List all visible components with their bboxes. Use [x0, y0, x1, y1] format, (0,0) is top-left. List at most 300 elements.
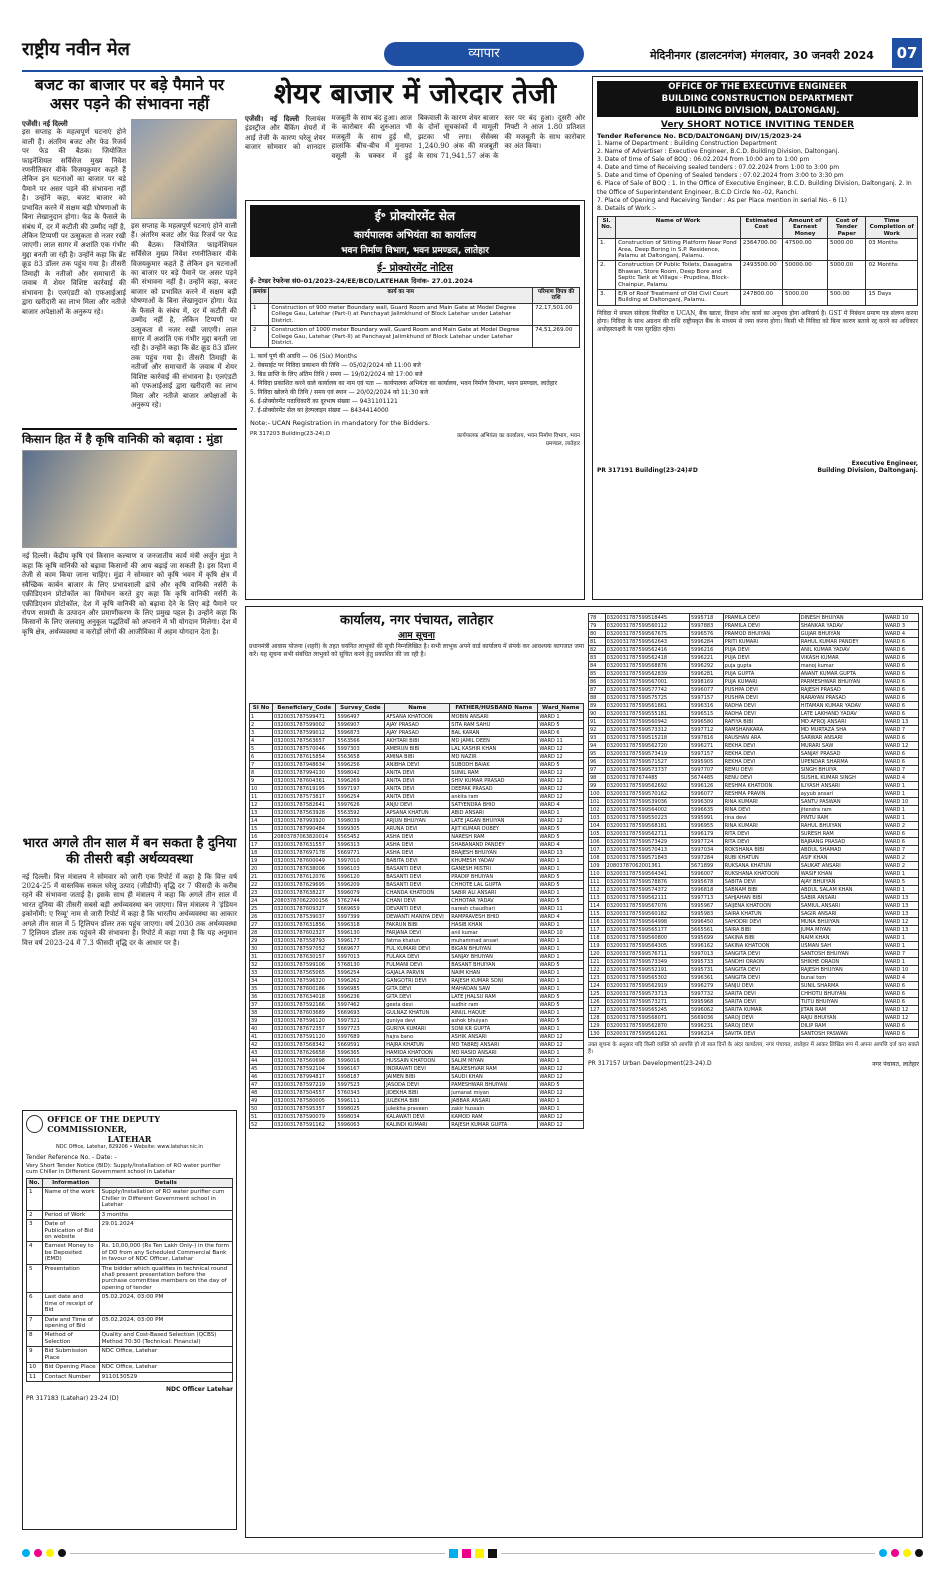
pmay-row: [250, 713, 584, 721]
pmay-cell: 108: [589, 854, 606, 862]
pmay-cell: 92: [589, 726, 606, 734]
pmay-cell: INDRAVATI DEVI: [385, 1065, 450, 1073]
dc-cell: 2: [27, 1210, 43, 1219]
pmay-cell: WARD 1: [538, 985, 584, 993]
pmay-cell: JUMA MIYAN: [799, 926, 883, 934]
pmay-row: [250, 977, 584, 985]
eproc-sign: कार्यपालक अभियंता का कार्यालय, भवन निर्माण विभाग, भवन प्रमण्डल, लातेहार: [456, 433, 580, 448]
pmay-row: [589, 942, 919, 950]
pmay-cell: 5997013: [690, 950, 724, 958]
pmay-cell: 5997157: [690, 750, 724, 758]
pmay-cell: 0320031787599539036: [605, 798, 689, 806]
pmay-cell: RITA DEVI: [723, 838, 799, 846]
page-number: 07: [892, 38, 922, 68]
pmay-cell: MD RASID ANSARI: [450, 1049, 538, 1057]
pmay-cell: 42: [250, 1041, 273, 1049]
pmay-cell: 5996907: [336, 721, 385, 729]
dc-ref: Tender Reference No. - Date: -: [26, 1154, 117, 1161]
pmay-row: [250, 849, 584, 857]
pmay-cell: 0320031787672357: [273, 1025, 336, 1033]
pmay-row: [250, 761, 584, 769]
pmay-cell: PUSHPA DEVI: [723, 694, 799, 702]
pmay-cell: 5996292: [690, 662, 724, 670]
pmay-cell: 88: [589, 694, 606, 702]
pmay-cell: 111: [589, 878, 606, 886]
pmay-cell: ashok bhuiyan: [450, 1017, 538, 1025]
pmay-cell: 5998169: [690, 678, 724, 686]
share-article: [245, 76, 585, 196]
rt-cell: 5000.00: [828, 261, 866, 290]
black-dot-icon: [915, 1549, 923, 1557]
pmay-cell: DINESH BHUIYAN: [799, 614, 883, 622]
pmay-cell: bunai tom: [799, 974, 883, 982]
rt-line: 3. Date of time of Sale of BOQ : 06.02.2024 from 10:00 am to 1:00 pm: [597, 156, 810, 164]
pmay-cell: RAHUL KUMAR PANDEY: [799, 638, 883, 646]
dc-row: [27, 1242, 233, 1264]
pmay-cell: KHUMESH YADAV: [450, 857, 538, 865]
pmay-cell: 5995905: [690, 758, 724, 766]
rt-table: [597, 216, 918, 306]
pmay-cell: CHHOTAR YADAV: [450, 897, 538, 905]
section-banner: व्यापार: [384, 42, 584, 66]
eproc-title: ई॰ प्रोक्योरमेंट सेल: [250, 205, 580, 226]
pmay-cell: 5997321: [336, 1017, 385, 1025]
rt-cell: Construction of Sitting Platform Near Pond Area, Deep Boring in S.P. Residence, Palamu at Daltonganj, Palamu.: [616, 239, 741, 261]
pmay-cell: RESHMA KHATOON: [723, 782, 799, 790]
pmay-cell: 5563592: [336, 809, 385, 817]
dc-place: LATEHAR: [107, 1134, 152, 1144]
pmay-cell: 0320031787591120: [273, 1033, 336, 1041]
pmay-cell: 112: [589, 886, 606, 894]
pmay-row: [250, 873, 584, 881]
pmay-cell: 0320031787599561861: [605, 702, 689, 710]
pmay-cell: 0320031787599560182: [605, 910, 689, 918]
pmay-cell: HAJRA KHATUN: [385, 1041, 450, 1049]
pmay-cell: WARD 1: [883, 942, 918, 950]
pmay-cell: 5997523: [336, 1081, 385, 1089]
pmay-row: [589, 734, 919, 742]
pmay-cell: 0320031787599576711: [605, 950, 689, 958]
pmay-cell: WARD 2: [883, 822, 918, 830]
magenta-square-icon: [462, 1549, 471, 1558]
pmay-cell: PRADIP BHUIYAN: [450, 873, 538, 881]
pmay-cell: 106: [589, 838, 606, 846]
pmay-cell: 5996269: [336, 777, 385, 785]
pmay-cell: 45: [250, 1065, 273, 1073]
pmay-cell: 0320031787602327: [273, 929, 336, 937]
eproc-row: [251, 326, 580, 348]
pmay-cell: WARD 6: [883, 990, 918, 998]
pmay-cell: TUTU BHUIYAN: [799, 998, 883, 1006]
pmay-row: [589, 934, 919, 942]
eproc-dept: भवन निर्माण विभाग, भवन प्रमण्डल, लातेहार: [250, 242, 580, 257]
pmay-cell: 4: [250, 737, 273, 745]
pmay-cell: NARESH RAM: [450, 833, 538, 841]
gdp-article: [22, 836, 237, 1136]
pmay-cell: 0320031787599565245: [605, 1006, 689, 1014]
pmay-cell: HAMIDA KHATOON: [385, 1049, 450, 1057]
pmay-cell: WARD 5: [538, 897, 584, 905]
pmay-cell: 5995967: [690, 902, 724, 910]
pmay-row: [589, 694, 919, 702]
pmay-row: [250, 817, 584, 825]
pmay-row: [589, 766, 919, 774]
pmay-cell: 19: [250, 857, 273, 865]
pmay-cell: CHHOTU BHUIYAN: [799, 990, 883, 998]
pmay-row: [589, 950, 919, 958]
pmay-cell: SAIRA KHATUN: [723, 910, 799, 918]
pmay-cell: PAMESHWAR BHUIYAN: [450, 1081, 538, 1089]
pmay-cell: USMAN SAH: [799, 942, 883, 950]
pmay-cell: HITAMAN KUMAR YADAV: [799, 702, 883, 710]
pmay-cell: 117: [589, 926, 606, 934]
pmay-cell: 47: [250, 1081, 273, 1089]
pmay-cell: WARD 1: [538, 713, 584, 721]
pmay-cell: 83: [589, 654, 606, 662]
pmay-cell: 0320031787631856: [273, 921, 336, 929]
pmay-cell: 9: [250, 777, 273, 785]
pmay-cell: WARD 12: [538, 1033, 584, 1041]
rt-conditions: निविदा में सफल संवेदक निबंधित व UCAN, बैंक खाता, विधान शोध कार्य का अनुभव होना अनिवार्य है। GST में निबंधन प्रमाण पत्र संलग्न करना होगा। निविदा के साथ अग्रधन की राशि राष्ट्रीयकृत बैंक के माध्यम से जमा करना होगा। किसी भी निविदा को बिना कारण बताये रद्द करने का अधिकार अधोहस्ताक्षरी के पास सुरक्षित रहेगा।: [597, 309, 918, 334]
pmay-row: [250, 745, 584, 753]
share-dateline: एजेंसी। नई दिल्ली: [245, 114, 300, 123]
pmay-cell: RINA KUMARI: [723, 822, 799, 830]
pmay-cell: ASHA DEVI: [385, 849, 450, 857]
pmay-cell: WARD 1: [538, 953, 584, 961]
pmay-cell: juleikha praveen: [385, 1105, 450, 1113]
pmay-cell: 22: [250, 881, 273, 889]
pmay-cell: 5999305: [336, 825, 385, 833]
pmay-row: [589, 646, 919, 654]
pmay-cell: 5565452: [336, 833, 385, 841]
pmay-row: [250, 1009, 584, 1017]
pmay-cell: SAROJ DEVI: [723, 1014, 799, 1022]
pmay-cell: naresh chaudhari: [450, 905, 538, 913]
pmay-cell: NARAYAN PRASAD: [799, 694, 883, 702]
pmay-cell: WARD 10: [883, 798, 918, 806]
pmay-cell: 127: [589, 1006, 606, 1014]
pmay-cell: 5665561: [690, 926, 724, 934]
pmay-cell: WARD 4: [538, 801, 584, 809]
pmay-cell: WARD 4: [883, 974, 918, 982]
pmay-cell: SATYENDRA BHID: [450, 801, 538, 809]
pmay-row: [250, 881, 584, 889]
pmay-cell: 5997462: [336, 1001, 385, 1009]
pmay-cell: AJAY BHUIYAN: [799, 878, 883, 886]
pmay-cell: WARD 11: [538, 905, 584, 913]
dc-cell: Period of Work: [42, 1210, 99, 1219]
pmay-cell: PUJA DEVI: [723, 646, 799, 654]
pmay-cell: ARJUN BHUIYAN: [385, 817, 450, 825]
pmay-cell: 5996309: [690, 798, 724, 806]
pmay-cell: GURIYA KUMARI: [385, 1025, 450, 1033]
rt-pr: PR 317191 Building(23-24)#D: [597, 466, 698, 474]
pmay-cell: 0320031787697178: [273, 849, 336, 857]
eproc-cell: 2: [251, 326, 269, 348]
dc-cell: Date of Publication of Bid on website: [42, 1220, 99, 1242]
pmay-row: [589, 670, 919, 678]
pmay-cell: 52: [250, 1121, 273, 1129]
pmay-cell: 0320031787599550223: [605, 814, 689, 822]
pmay-cell: WARD 1: [538, 945, 584, 953]
pmay-cell: 5996635: [690, 806, 724, 814]
rt-title: Very SHORT NOTICE INVITING TENDER: [660, 120, 855, 130]
pmay-cell: WARD 4: [538, 841, 584, 849]
pmay-cell: RAJESH PRASAD: [799, 686, 883, 694]
pmay-row: [589, 846, 919, 854]
pmay-cell: ARUNA DEVI: [385, 825, 450, 833]
pmay-cell: 5563566: [336, 737, 385, 745]
pmay-row: [589, 622, 919, 630]
pmay-cell: anil kumar: [450, 929, 538, 937]
pmay-cell: WARD 1: [538, 937, 584, 945]
pmay-cell: 5996216: [690, 646, 724, 654]
pmay-cell: 0320031787599573271: [605, 998, 689, 1006]
pmay-cell: 20803787062001361: [605, 862, 689, 870]
pmay-cell: 0320031787504557: [273, 1089, 336, 1097]
pmay-cell: WARD 5: [538, 761, 584, 769]
pmay-cell: 0320031787599561261: [605, 1030, 689, 1038]
pmay-cell: SAHJAHAN BIBI: [723, 894, 799, 902]
pmay-cell: 0320031787599564002: [605, 806, 689, 814]
pmay-cell: GITA DEVI: [385, 985, 450, 993]
pmay-cell: AKHTARI BIBI: [385, 737, 450, 745]
pmay-cell: WARD 12: [538, 1121, 584, 1129]
eproc-detail-line: 3. बिड प्राप्ति के लिए अंतिम तिथि / समय — 19/02/2024 को 17:00 बजे: [250, 371, 423, 379]
pmay-cell: WARD 1: [538, 889, 584, 897]
pmay-cell: ROKSHANA BIBI: [723, 846, 799, 854]
pmay-cell: WARD 4: [883, 630, 918, 638]
pmay-cell: 5996079: [336, 889, 385, 897]
pmay-cell: RINA KUMARI: [723, 798, 799, 806]
pmay-cell: RUBI KHATUN: [723, 854, 799, 862]
pmay-cell: PINTU RAM: [799, 814, 883, 822]
budget-dateline: एजेंसी। नई दिल्ली: [22, 118, 68, 128]
pmay-cell: WARD 12: [538, 1073, 584, 1081]
pmay-cell: 78: [589, 614, 606, 622]
pmay-row: [250, 969, 584, 977]
pmay-cell: ABDUL SALAM KHAN: [799, 886, 883, 894]
rt-cell: 3.: [598, 290, 616, 306]
pmay-cell: JULEKHA BIBI: [385, 1097, 450, 1105]
pmay-cell: 13: [250, 809, 273, 817]
share-body: [245, 114, 585, 161]
pmay-cell: 15: [250, 825, 273, 833]
eproc-detail-line: 5. निविदा खोलने की तिथि / समय एवं स्थान — 20/02/2024 को 11:30 बजे: [250, 389, 429, 397]
dc-cell: The bidder which qualifies in technical round shall present presentation before the purchase committee members on the day of opening of tender: [99, 1264, 232, 1293]
pmay-cell: WARD 5: [538, 993, 584, 1001]
pmay-cell: 17: [250, 841, 273, 849]
pmay-cell: 89: [589, 702, 606, 710]
rt-line: 6. Place of Sale of BOQ : 1. In the Office of Executive Engineer, B.C.D. Building Division, Daltonganj. 2. In the Office of Superintendent Engineer, B.C.D Circle No.-02, Ranchi.: [597, 180, 912, 196]
pmay-cell: WARD 13: [883, 718, 918, 726]
rt-line: 2. Name of Advertiser : Executive Engineer, B.C.D. Building Division, Daltonganj.: [597, 148, 840, 156]
pmay-row: [589, 974, 919, 982]
rt-cell: 2493500.00: [740, 261, 782, 290]
pmay-cell: rina devi: [723, 814, 799, 822]
pmay-cell: 0320031787599567001: [605, 678, 689, 686]
pmay-cell: AMERUN BIBI: [385, 745, 450, 753]
rt-row: [598, 290, 918, 306]
pmay-cell: WARD 5: [538, 1001, 584, 1009]
dc-cell: 4: [27, 1242, 43, 1264]
pmay-cell: 5998034: [336, 1113, 385, 1121]
pmay-cell: 16: [250, 833, 273, 841]
pmay-cell: FULAKA DEVI: [385, 953, 450, 961]
pmay-cell: SANJU DEVI: [723, 982, 799, 990]
pmay-cell: 0320031787994130: [273, 769, 336, 777]
dateline: मेदिनीनगर (डालटनगंज) मंगलवार, 30 जनवरी 2024: [650, 49, 874, 62]
pmay-cell: RAJESH BHUIYAN: [799, 966, 883, 974]
krishi-headline: किसान हित में है कृषि वानिकी को बढ़ावा : मुंडा: [22, 428, 237, 446]
pmay-cell: SAMIUL ANSARI: [799, 902, 883, 910]
pmay-cell: WARD 1: [883, 886, 918, 894]
pmay-cell: 0320031787638006: [273, 865, 336, 873]
dc-cell: 9110130529: [99, 1372, 232, 1381]
pmay-cell: WARD 3: [883, 622, 918, 630]
pmay-cell: 123: [589, 974, 606, 982]
pmay-cell: 5996281: [690, 670, 724, 678]
pmay-row: [589, 710, 919, 718]
dc-cell: NDC Office, Latehar: [99, 1363, 232, 1372]
pmay-cell: RAJU BHUIYAN: [799, 1014, 883, 1022]
pmay-cell: 79: [589, 622, 606, 630]
pmay-cell: 5997883: [690, 622, 724, 630]
pmay-cell: WARD 2: [883, 854, 918, 862]
pmay-cell: WARD 1: [883, 958, 918, 966]
pmay-cell: WARD 10: [538, 929, 584, 937]
dc-pr: PR 317183 (Latehar) 23-24 (D): [26, 1394, 119, 1402]
pmay-row: [250, 897, 584, 905]
pmay-cell: 5996179: [690, 830, 724, 838]
pmay-cell: SABIR ANSARI: [799, 894, 883, 902]
pmay-cell: 98: [589, 774, 606, 782]
krishi-body: नई दिल्ली। केंद्रीय कृषि एवं किसान कल्याण व जनजातीय कार्य मंत्री अर्जुन मुंडा ने कहा कि कृषि वानिकी को बढ़ावा किसानों की आय बढ़ाई जा सकती है। इस दिशा में तेजी से काम किया जाना चाहिए। मुंडा ने सोमवार को कृषि भवन में कृषि क्षेत्र में स्वैच्छिक कार्बन बाजार के लिए प्रभावशाली ढांचे और कृषि वानिकी नर्सरी के एक्रीडिएशन प्रोटोकॉल का विमोचन करते हुए कहा कि कृषि वानिकी नर्सरी के एक्रीडिएशन प्रोटोकॉल, देश में कृषि वानिकी को बढ़ावा देने के लिए बड़े पैमाने पर रोपण सामग्री के उत्पादन और प्रमाणीकरण के लिए प्रमुख पहल है। उन्होंने कहा कि किसानों के लिए जलवायु अनुकूल पद्धतियों को अपनाने में भी योगदान मिलेगा। देश में कृषि क्षेत्र, अर्थव्यवस्था व करोड़ों लोगों की आजीविका में अहम योगदान देता है।: [22, 552, 237, 636]
pmay-cell: WARD 13: [883, 926, 918, 934]
pmay-row: [589, 902, 919, 910]
magenta-dot-icon: [891, 1549, 899, 1557]
pmay-cell: 48: [250, 1089, 273, 1097]
pmay-cell: 5997724: [690, 838, 724, 846]
pmay-cell: 0320031787599106: [273, 961, 336, 969]
pmay-cell: GUJAR BHUIYAN: [799, 630, 883, 638]
pmay-cell: 23: [250, 889, 273, 897]
pmay-cell: 5995699: [690, 934, 724, 942]
pmay-cell: 0320031787599573419: [605, 750, 689, 758]
pmay-row: [250, 801, 584, 809]
pmay-cell: SABIR ALI ANSARI: [450, 889, 538, 897]
pmay-cell: BASANTI DEVI: [385, 873, 450, 881]
pmay-row: [589, 926, 919, 934]
pmay-cell: 0320031787582641: [273, 801, 336, 809]
pmay-cell: SUNIL SHARMA: [799, 982, 883, 990]
pmay-row: [589, 990, 919, 998]
pmay-notice: [245, 606, 923, 1538]
pmay-cell: 5996450: [690, 918, 724, 926]
pmay-cell: RADHA DEVI: [723, 702, 799, 710]
pmay-cell: 0320031787596120: [273, 1017, 336, 1025]
dc-cell: Earnest Money to be Deposited (EMD): [42, 1242, 99, 1264]
pmay-cell: 0320031787599564998: [605, 918, 689, 926]
gdp-body: नई दिल्ली। वित्त मंत्रालय ने सोमवार को जारी एक रिपोर्ट में कहा है कि वित्त वर्ष 2024-25 में वास्तविक सकल घरेलू उत्पाद (जीडीपी) वृद्धि दर 7 फीसदी के करीब रहने की संभावना जताई है। इसके साथ ही मंत्रालय ने कहा कि अगले तीन साल में भारत दुनिया की तीसरी सबसे बड़ी अर्थव्यवस्था बन जाएगा। वित्त मंत्रालय ने 'इंडियन इकोनॉमी: ए रिव्यू' नाम से जारी रिपोर्ट में कहा है कि भारतीय अर्थव्यवस्था का आकार अगले तीन साल में 5 ट्रिलियन डॉलर तक पहुंच जाएगा। वर्ष 2030 तक अर्थव्यवस्था 7 ट्रिलियन डॉलर तक पहुंचने की संभावना है। रिपोर्ट में कहा गया है कि यह अनुमान वित्त वर्ष 2023-24 में 7.3 फीसदी वृद्धि दर के आधार पर है।: [22, 872, 237, 947]
pmay-row: [589, 702, 919, 710]
pmay-cell: 5671899: [690, 862, 724, 870]
pmay-cell: 0320031787599562919: [605, 982, 689, 990]
pmay-cell: APSANA KHATUN: [385, 809, 450, 817]
pmay-cell: WARD 6: [883, 838, 918, 846]
pmay-row: [589, 918, 919, 926]
pmay-cell: 5998187: [336, 1073, 385, 1081]
pmay-cell: 0320031787599570162: [605, 790, 689, 798]
pmay-cell: ILIYASH ANSARI: [799, 782, 883, 790]
pmay-cell: 0320031787599571843: [605, 854, 689, 862]
pmay-cell: 0320031787599518445: [605, 614, 689, 622]
pmay-cell: 12: [250, 801, 273, 809]
pmay-cell: BIGAN BHUIYAN: [450, 945, 538, 953]
pmay-cell: GANGOTRI DEVI: [385, 977, 450, 985]
eproc-header: कार्य का नाम: [269, 288, 533, 304]
pmay-cell: 5997626: [336, 801, 385, 809]
pmay-cell: AJIT KUMAR DUBEY: [450, 825, 538, 833]
pmay-cell: MAHADAN SAW: [450, 985, 538, 993]
pmay-cell: PUSHPA DEVI: [723, 686, 799, 694]
dc-cell: 05.02.2024, 03:00 PM: [99, 1315, 232, 1331]
pmay-cell: 0320031787595357: [273, 1105, 336, 1113]
rt-ref: Tender Reference No. BCD/DALTONGANJ DIV/15/2023-24: [597, 132, 802, 140]
pmay-cell: ASHA DEVI: [385, 833, 450, 841]
pmay-cell: WARD 13: [883, 902, 918, 910]
pmay-cell: SAUDI KHAN: [450, 1073, 538, 1081]
pmay-cell: 0320031787599573429: [605, 838, 689, 846]
pmay-row: [589, 886, 919, 894]
pmay-cell: 0320031787631557: [273, 841, 336, 849]
color-registration-bar: [22, 1548, 923, 1558]
pmay-row: [250, 841, 584, 849]
pmay-cell: 0320031787599562720: [605, 742, 689, 750]
pmay-cell: 25: [250, 905, 273, 913]
dc-cell: 3 months: [99, 1210, 232, 1219]
pmay-cell: WARD 6: [883, 670, 918, 678]
pmay-cell: PARMESHWAR BHUIYAN: [799, 678, 883, 686]
pmay-cell: SANTU PASWAN: [799, 798, 883, 806]
pmay-cell: WARD 1: [538, 1025, 584, 1033]
pmay-row: [589, 910, 919, 918]
pmay-cell: ASHIK ANSARI: [450, 1033, 538, 1041]
black-square-icon: [488, 1549, 497, 1558]
pmay-row: [250, 785, 584, 793]
pmay-cell: WARD 10: [883, 966, 918, 974]
pmay-cell: 84: [589, 662, 606, 670]
pmay-cell: ABID ANSARI: [450, 809, 538, 817]
pmay-cell: SALIM MIYAN: [450, 1057, 538, 1065]
pmay-cell: WARD 1: [538, 1097, 584, 1105]
pmay-cell: WARD 5: [883, 878, 918, 886]
pmay-cell: MUNA BHUIYAN: [799, 918, 883, 926]
eproc-detail-line: 1. कार्य पूर्ण की अवधि — 06 (Six) Months: [250, 353, 357, 361]
pmay-cell: 18: [250, 849, 273, 857]
pmay-cell: WARD 5: [538, 833, 584, 841]
pmay-cell: 31: [250, 953, 273, 961]
pmay-cell: LATE JHALSU RAM: [450, 993, 538, 1001]
pmay-cell: WARD 12: [538, 753, 584, 761]
pmay-cell: 32: [250, 961, 273, 969]
pmay-cell: WARD 6: [883, 702, 918, 710]
pmay-row: [250, 1113, 584, 1121]
pmay-cell: AFSANA KHATOON: [385, 713, 450, 721]
pmay-cell: SHIKHE ORAON: [799, 958, 883, 966]
pmay-cell: WARD 12: [883, 918, 918, 926]
pmay-cell: 110: [589, 870, 606, 878]
